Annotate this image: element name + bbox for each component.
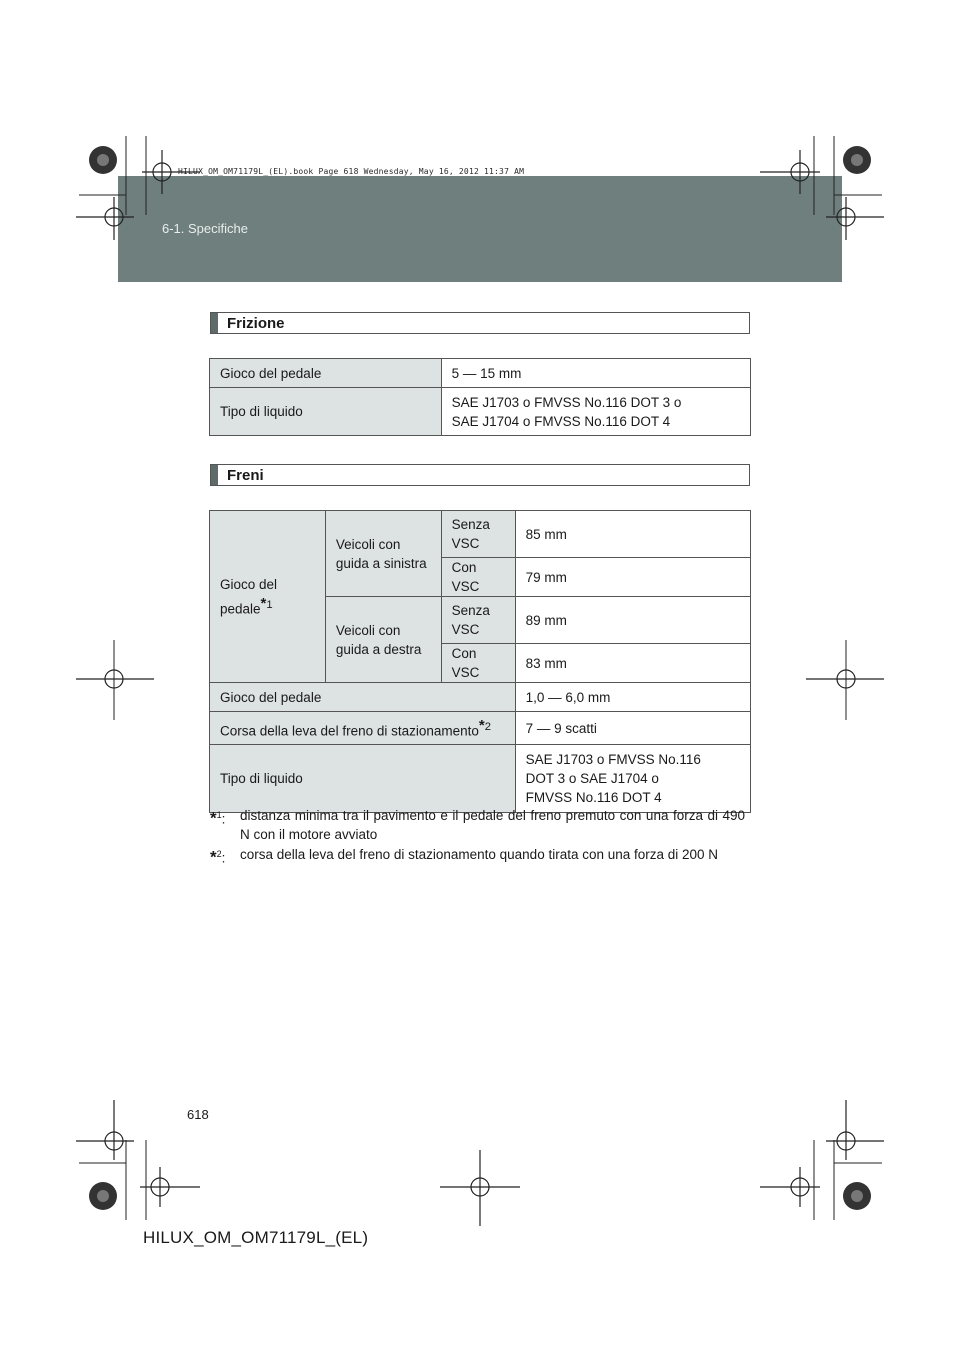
without-vsc-line: VSC [451,536,480,551]
table-row [210,712,751,745]
table-row [210,359,751,388]
footnote-mark: *$^2$: [210,847,226,867]
clutch-pedal-value: 5 — 15 mm [441,359,750,388]
without-vsc-line: Senza [451,517,490,532]
without-vsc-label [441,511,515,558]
lhd-line: Veicoli con [335,536,401,552]
lhd-line: guida a sinistra [335,555,427,571]
table-row [210,683,751,712]
clutch-fluid-line: SAE J1703 o FMVSS No.116 DOT 3 o [451,394,682,410]
footnote-number: 2 [216,849,222,859]
rhd-line: guida a destra [335,641,422,657]
clutch-fluid-label: Tipo di liquido [210,388,442,436]
footnote-text: corsa della leva del freno di stazionamento quando tirata con una forza di 200 N [240,847,719,862]
heading-bar [211,465,218,485]
lhd-without-vsc-value: 85 mm [515,511,750,558]
document-code: HILUX_OM_OM71179L_(EL) [143,1228,369,1247]
brake-fluid-value [515,745,750,813]
brake-fluid-line: SAE J1703 o FMVSS No.116 [525,752,701,767]
brakes-heading-label: Freni [227,467,264,484]
table-row [210,511,751,558]
footnote-text: distanza minima tra il pavimento e il pedale del freno premuto con una forza di 490 N con il motore avviato [240,808,745,842]
without-vsc-line: Senza [451,603,490,618]
rhd-label [325,597,441,683]
brake-free-play-value: 1,0 — 6,0 mm [515,683,750,712]
pedal-height-line [220,594,315,619]
footnote-number: 2 [484,720,492,733]
parking-brake-value: 7 — 9 scatti [515,712,750,745]
table-row [210,388,751,436]
parking-brake-label [210,712,516,745]
lhd-with-vsc-value: 79 mm [515,558,750,597]
clutch-fluid-line: SAE J1704 o FMVSS No.116 DOT 4 [451,413,671,429]
footnote-mark: *$^1$: [210,808,226,828]
footnote [210,806,745,844]
rhd-without-vsc-value: 89 mm [515,597,750,644]
rhd-with-vsc-value: 83 mm [515,644,750,683]
pedal-height-line: Gioco del [220,576,278,592]
brake-fluid-label: Tipo di liquido [210,745,516,813]
heading-bar [211,313,218,333]
clutch-heading [210,312,750,334]
table-row [210,745,751,813]
clutch-pedal-label: Gioco del pedale [210,359,442,388]
footnote-ref: *2 [478,716,492,734]
pedal-height-text: pedale [220,601,261,617]
brake-free-play-label: Gioco del pedale [210,683,516,712]
clutch-fluid-value [441,388,750,436]
clutch-table [209,358,751,436]
page-number: 618 [187,1107,209,1122]
parking-brake-text: Corsa della leva del freno di stazionamento [220,723,479,739]
with-vsc-label: Con VSC [441,644,515,683]
without-vsc-line: VSC [451,622,480,637]
brake-fluid-line: FMVSS No.116 DOT 4 [525,790,662,805]
footnote-ref: *1 [260,594,273,612]
with-vsc-label: Con VSC [441,558,515,597]
without-vsc-label [441,597,515,644]
rhd-line: Veicoli con [335,622,401,638]
clutch-heading-label: Frizione [227,315,285,332]
brakes-heading [210,464,750,486]
book-stamp: HILUX_OM_OM71179L_(EL).book Page 618 Wednesday, May 16, 2012 11:37 AM [178,167,525,176]
pedal-height-label [210,511,326,683]
footnote-number: 1 [266,598,273,611]
footnote-number: 1 [216,810,222,820]
brakes-table [209,510,751,813]
section-title: 6-1. Specifiche [162,221,248,236]
brake-fluid-line: DOT 3 o SAE J1704 o [525,771,659,786]
footnote [210,845,745,868]
footnotes [210,806,745,869]
lhd-label [325,511,441,597]
